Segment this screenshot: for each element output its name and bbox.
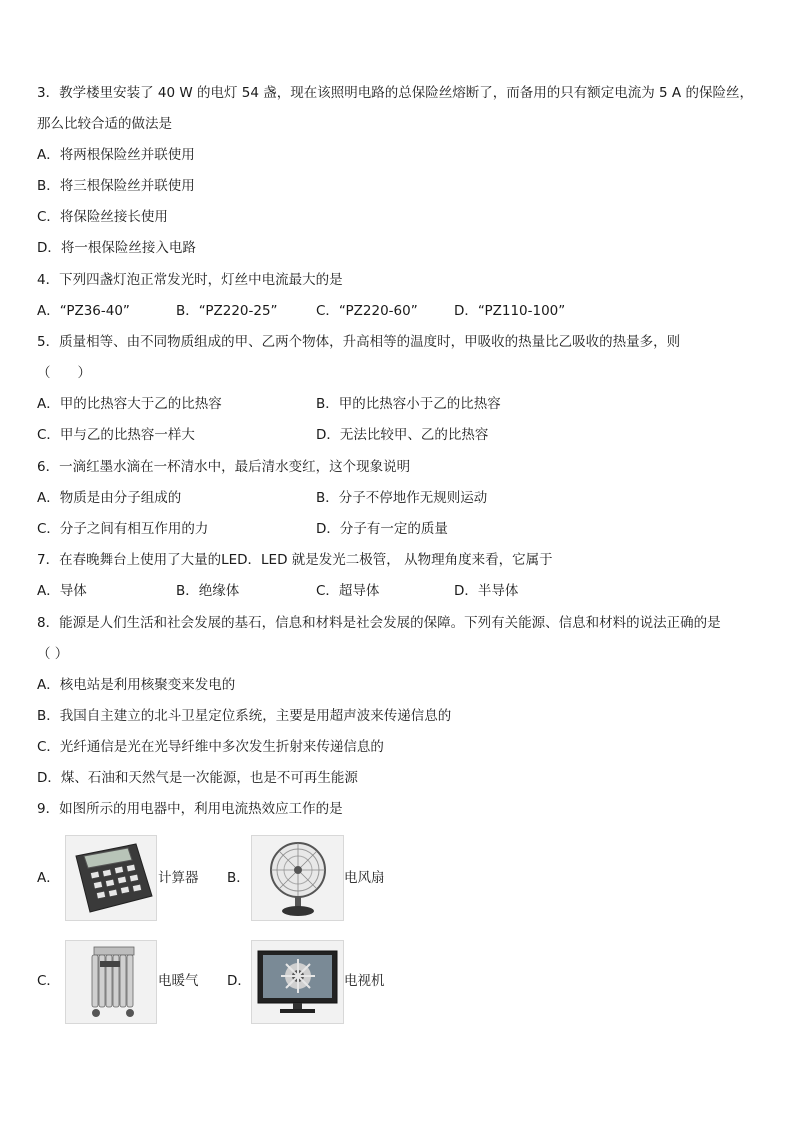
q3-option-a: A．将两根保险丝并联使用 (37, 147, 195, 163)
electric-fan-image (251, 835, 344, 921)
q7-option-d: D．半导体 (454, 583, 519, 599)
q6-option-c: C．分子之间有相互作用的力 (37, 521, 209, 537)
q9-option-c-letter: C． (37, 973, 60, 989)
q5-option-b: B．甲的比热容小于乙的比热容 (316, 396, 501, 412)
q3-option-b: B．将三根保险丝并联使用 (37, 178, 195, 194)
q8-option-a: A．核电站是利用核聚变来发电的 (37, 677, 236, 693)
q5-stem: 5．质量相等、由不同物质组成的甲、乙两个物体，升高相等的温度时，甲吸收的热量比乙吸收的热量多，则 (37, 334, 681, 350)
q6-option-b: B．分子不停地作无规则运动 (316, 490, 488, 506)
q9-option-d-letter: D． (227, 973, 251, 989)
q8-option-c: C．光纤通信是光在光导纤维中多次发生折射来传递信息的 (37, 739, 384, 755)
q4-stem: 4．下列四盏灯泡正常发光时，灯丝中电流最大的是 (37, 272, 343, 288)
q8-option-d: D．煤、石油和天然气是一次能源，也是不可再生能源 (37, 770, 358, 786)
q7-option-a: A．导体 (37, 583, 87, 599)
q8-option-b: B．我国自主建立的北斗卫星定位系统，主要是用超声波来传递信息的 (37, 708, 452, 724)
q7-option-b: B．绝缘体 (176, 583, 240, 599)
q7-stem: 7．在春晚舞台上使用了大量的LED．LED 就是发光二极管， 从物理角度来看，它属于 (37, 552, 553, 568)
q3-option-c: C．将保险丝接长使用 (37, 209, 168, 225)
q6-option-d: D．分子有一定的质量 (316, 521, 448, 537)
q3-stem-line1: 3．教学楼里安装了 40 W 的电灯 54 盏，现在该照明电路的总保险丝熔断了，而备用的只有额定电流为 5 A 的保险丝， (37, 85, 753, 101)
q9-stem: 9．如图所示的用电器中，利用电流热效应工作的是 (37, 801, 343, 817)
q4-option-b: B．“PZ220-25” (176, 303, 278, 319)
q4-option-d: D．“PZ110-100” (454, 303, 566, 319)
q3-option-d: D．将一根保险丝接入电路 (37, 240, 196, 256)
q9-option-b-letter: B． (227, 870, 250, 886)
q9-option-b-label: 电风扇 (344, 870, 385, 886)
q5-option-a: A．甲的比热容大于乙的比热容 (37, 396, 222, 412)
calculator-image (65, 835, 157, 921)
q5-answer-paren: （ ） (37, 365, 91, 381)
q9-option-a-letter: A． (37, 870, 60, 886)
q3-stem-line2: 那么比较合适的做法是 (37, 116, 172, 132)
q9-option-d-label: 电视机 (344, 973, 385, 989)
q5-option-c: C．甲与乙的比热容一样大 (37, 427, 195, 443)
q8-stem: 8．能源是人们生活和社会发展的基石，信息和材料是社会发展的保障。下列有关能源、信息和材料的说法正确的是 (37, 615, 721, 631)
q5-option-d: D．无法比较甲、乙的比热容 (316, 427, 489, 443)
q6-option-a: A．物质是由分子组成的 (37, 490, 182, 506)
q9-option-c-label: 电暖气 (158, 973, 199, 989)
q4-option-a: A．“PZ36-40” (37, 303, 130, 319)
television-image (251, 940, 344, 1024)
q4-option-c: C．“PZ220-60” (316, 303, 418, 319)
q8-answer-paren: （ ） (37, 646, 69, 662)
q6-stem: 6．一滴红墨水滴在一杯清水中，最后清水变红，这个现象说明 (37, 459, 411, 475)
q7-option-c: C．超导体 (316, 583, 380, 599)
oil-heater-image (65, 940, 157, 1024)
q9-option-a-label: 计算器 (158, 870, 199, 886)
